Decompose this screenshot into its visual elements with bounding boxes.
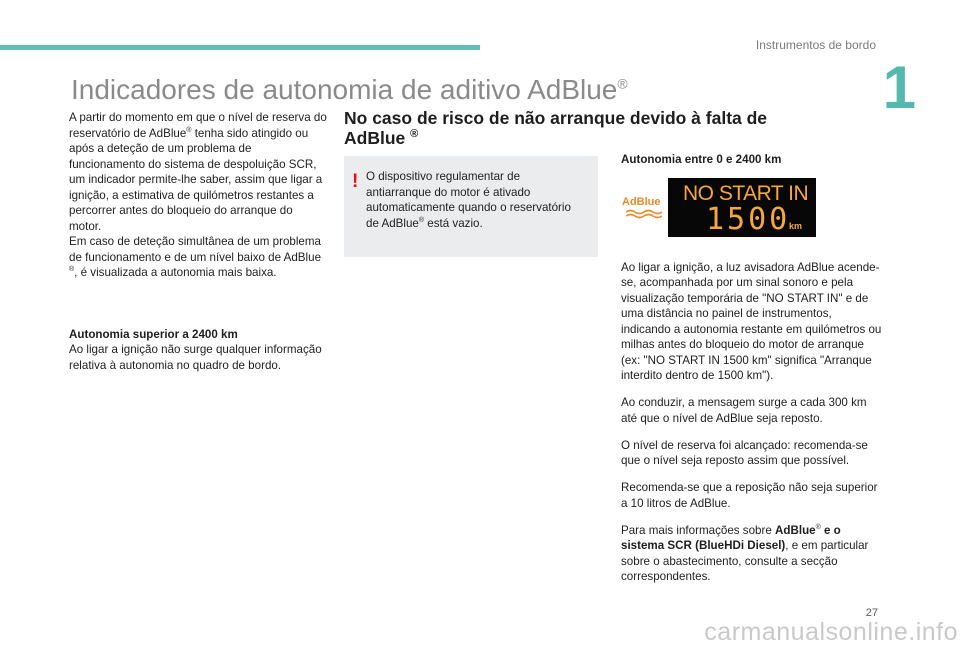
registered-mark: ® bbox=[69, 266, 75, 274]
notice-text-a: O dispositivo regulamentar de antiarranque do motor é ativado automaticamente quando o reservatório de AdBlue bbox=[366, 170, 571, 230]
range-above-subheading-text: Autonomia superior a 2400 km bbox=[69, 327, 238, 341]
registered-mark: ® bbox=[617, 75, 628, 92]
display-unit: km bbox=[789, 221, 803, 231]
more-info-text-a: Para mais informações sobre bbox=[621, 523, 776, 537]
registered-mark: ® bbox=[418, 216, 425, 224]
right-body-text bbox=[621, 248, 883, 597]
page-title-text: Indicadores de autonomia de aditivo AdBlue bbox=[71, 74, 618, 105]
more-info-bold-b: e o sistema SCR (BlueHDi Diesel) bbox=[621, 523, 841, 553]
intro-text-b: tenha sido atingido ou após a deteção de um problema de funcionamento do sistema de despoluição SCR, um indicador permite-lhe saber, assim que ligar a ignição, a estimativa de quilómetros restantes a percorrer antes do bloqueio do arranque do motor. bbox=[69, 126, 323, 233]
range-above-block bbox=[69, 327, 327, 374]
left-column bbox=[69, 110, 327, 373]
simultaneous-detection-paragraph bbox=[69, 234, 327, 281]
simultaneous-text-b: , é visualizada a autonomia mais baixa. bbox=[74, 266, 277, 279]
refill-paragraph: Recomenda-se que a reposição não seja superior a 10 litros de AdBlue. bbox=[621, 481, 878, 510]
right-column-subheading bbox=[621, 152, 883, 168]
range-above-text: Ao ligar a ignição não surge qualquer informação relativa à autonomia no quadro de bordo. bbox=[69, 343, 322, 372]
intro-text-a: A partir do momento em que o nível de reserva do reservatório de AdBlue bbox=[69, 111, 327, 140]
ignition-paragraph: Ao ligar a ignição, a luz avisadora AdBlue acende-se, acompanhada por um sinal sonoro e pela visualização temporária de "NO START IN" e de uma distância no painel de instrumentos, indicando a autonomia restante em quilómetros ou milhas antes do bloqueio do motor de arranque (ex: "NO START IN 1500 km" significa "Arranque interdito dentro de 1500 km"). bbox=[621, 260, 882, 383]
reserve-paragraph: O nível de reserva foi alcançado: recomenda-se que o nível seja reposto assim que possível. bbox=[621, 438, 868, 468]
driving-paragraph: Ao conduzir, a mensagem surge a cada 300 km até que o nível de AdBlue seja reposto. bbox=[621, 396, 867, 425]
instrument-display bbox=[668, 178, 816, 237]
range-above-subheading bbox=[69, 327, 327, 343]
registered-mark: ® bbox=[815, 524, 821, 532]
warning-notice-text bbox=[366, 169, 584, 231]
section-heading bbox=[344, 108, 814, 148]
registered-mark: ® bbox=[186, 126, 192, 134]
warning-notice-box bbox=[344, 156, 598, 257]
section-heading-text: No caso de risco de não arranque devido à falta de AdBlue bbox=[344, 108, 768, 148]
header-accent-bar bbox=[0, 45, 480, 50]
wave-icon bbox=[626, 209, 662, 219]
watermark: carmanualsonline.info bbox=[704, 618, 958, 646]
adblue-logo-text: AdBlue bbox=[622, 196, 661, 208]
more-info-paragraph bbox=[621, 523, 883, 585]
registered-mark: ® bbox=[410, 128, 419, 141]
more-info-text-b: , e em particular sobre o abastecimento, consulte a secção correspondentes. bbox=[621, 539, 869, 584]
page-number: 27 bbox=[865, 607, 878, 619]
simultaneous-text-a: Em caso de deteção simultânea de um problema de funcionamento e de um nível baixo de AdBlue bbox=[69, 235, 322, 264]
display-message: NO START IN bbox=[683, 182, 809, 205]
section-header: Instrumentos de bordo bbox=[755, 38, 876, 52]
more-info-bold-a: AdBlue bbox=[775, 523, 816, 537]
exclamation-icon: ! bbox=[352, 171, 359, 192]
chapter-number: 1 bbox=[882, 54, 916, 121]
intro-paragraph bbox=[69, 110, 327, 234]
adblue-warning-logo bbox=[622, 196, 668, 220]
notice-text-b: está vazio. bbox=[424, 216, 483, 230]
range-between-subheading: Autonomia entre 0 e 2400 km bbox=[621, 153, 782, 166]
page-title bbox=[71, 74, 628, 106]
display-distance: 1500 bbox=[706, 202, 791, 237]
